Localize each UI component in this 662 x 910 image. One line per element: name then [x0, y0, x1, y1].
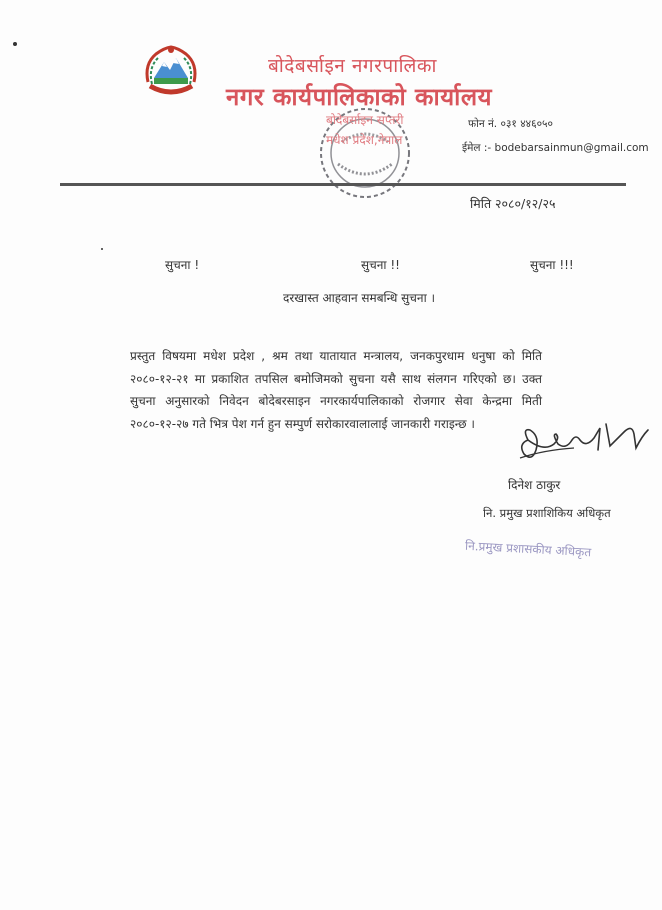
letter-date: मिति २०८०/१२/२५ [470, 196, 556, 211]
letter-body: प्रस्तुत विषयमा मधेश प्रदेश , श्रम तथा यातायात मन्त्रालय, जनकपुरधाम धनुषा को मिति २०८०-१२-२१ मा प्रकाशित तपसिल बमोजिमको सुचना यसै साथ संलगन गरिएको छ। उक्त सुचना अनुसारको निवेदन बोदेबरसाइन नगरकार्यपालिकाको रोजगार सेवा केन्द्रमा मिती २०८०-१२-२७ गते भित्र पेश गर्न हुन सम्पुर्ण सरोकारवालालाई जानकारी गराइन्छ । [130, 349, 542, 431]
address-line-2: मधेश प्रदेश,नेपाल [326, 133, 403, 147]
notice-heading-1: सुचना ! [165, 258, 200, 272]
phone-number: फोन नं. ०३१ ४४६०५० [468, 118, 553, 130]
address-line-1: बोदेबर्साइन सप्तरी [326, 113, 404, 127]
office-name: नगर कार्यपालिकाको कार्यालय [226, 83, 493, 111]
scan-speck [101, 248, 103, 250]
signer-name: दिनेश ठाकुर [508, 478, 561, 492]
notice-heading-2: सुचना !! [361, 258, 400, 272]
scan-speck [13, 42, 17, 46]
handwritten-signature [514, 410, 654, 470]
signer-title: नि. प्रमुख प्रशाशिकिय अधिकृत [483, 506, 611, 520]
letter-subject: दरखास्त आहवान समबन्धि सुचना । [283, 291, 436, 305]
header-divider [60, 183, 626, 186]
notice-heading-3: सुचना !!! [530, 258, 574, 272]
nepal-emblem-logo [140, 42, 202, 102]
municipality-name: बोदेबर्साइन नगरपालिका [268, 55, 437, 77]
designation-stamp: नि.प्रमुख प्रशासकीय अधिकृत [464, 538, 592, 560]
email-address: ईमेल :- bodebarsainmun@gmail.com [462, 142, 649, 154]
